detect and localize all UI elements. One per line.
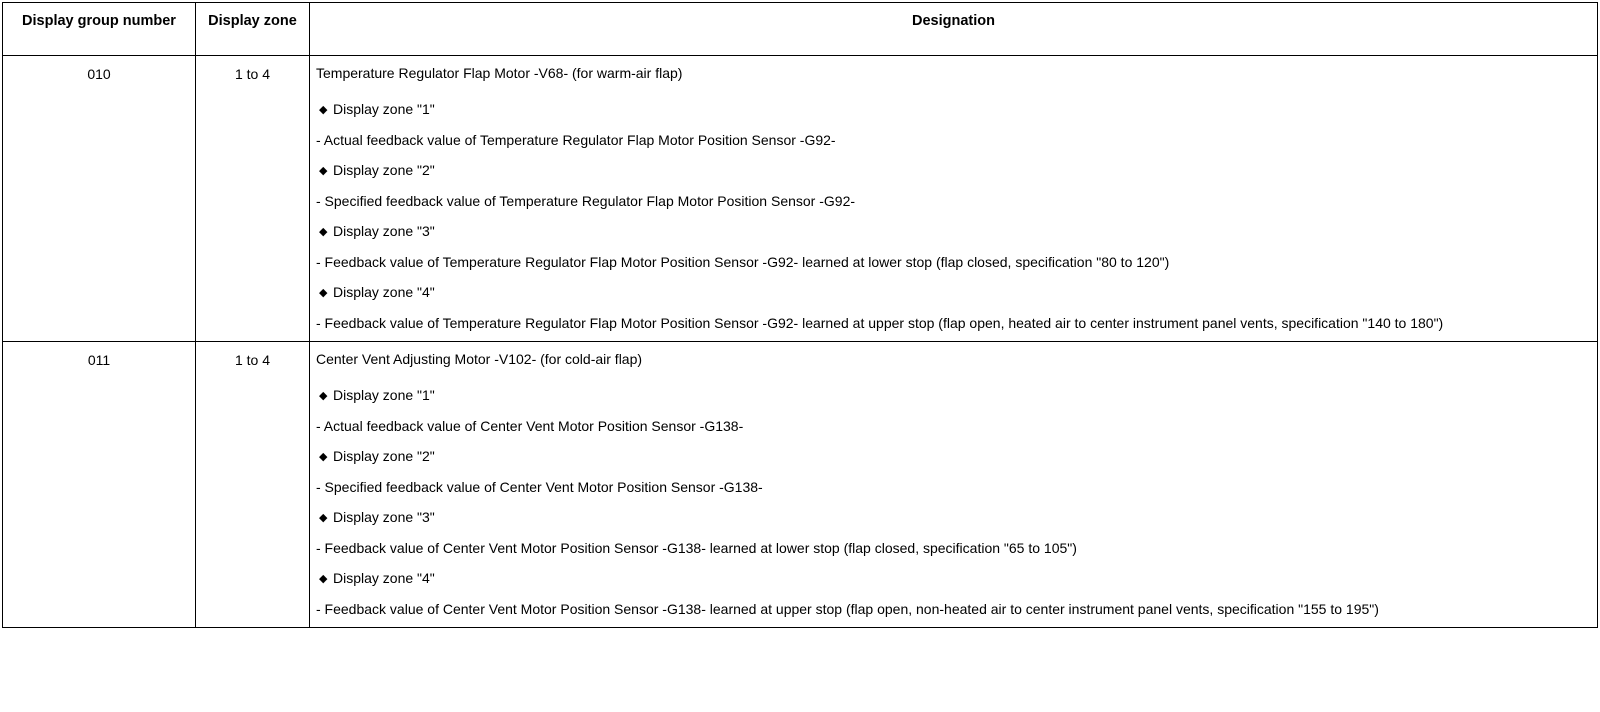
header-display-zone: Display zone <box>196 3 310 56</box>
display-zone-item <box>316 162 1585 179</box>
designation-cell <box>310 56 1598 342</box>
table-row <box>3 342 1598 628</box>
header-designation: Designation <box>310 3 1598 56</box>
diamond-bullet-icon: ◆ <box>319 512 328 524</box>
designation-cell <box>310 342 1598 628</box>
display-zone-item <box>316 570 1585 587</box>
diamond-bullet-icon: ◆ <box>319 451 328 463</box>
display-zone-cell: 1 to 4 <box>196 56 310 342</box>
display-zone-label: Display zone "2" <box>333 448 435 464</box>
header-row <box>3 3 1598 56</box>
display-group-number-cell: 010 <box>3 56 196 342</box>
display-group-table <box>2 2 1598 628</box>
component-title: Temperature Regulator Flap Motor -V68- (for warm-air flap) <box>316 65 683 81</box>
display-zone-label: Display zone "3" <box>333 509 435 525</box>
display-zone-item <box>316 387 1585 404</box>
diamond-bullet-icon: ◆ <box>319 104 328 116</box>
feedback-description: - Actual feedback value of Temperature Regulator Flap Motor Position Sensor -G92- <box>316 132 836 148</box>
display-zone-item <box>316 448 1585 465</box>
feedback-description: - Specified feedback value of Center Vent Motor Position Sensor -G138- <box>316 479 763 495</box>
feedback-description: - Feedback value of Temperature Regulator Flap Motor Position Sensor -G92- learned at upper stop (flap open, heated air to center instrument panel vents, specification "140 to 180") <box>316 315 1444 331</box>
diamond-bullet-icon: ◆ <box>319 390 328 402</box>
diamond-bullet-icon: ◆ <box>319 573 328 585</box>
display-zone-label: Display zone "4" <box>333 570 435 586</box>
diamond-bullet-icon: ◆ <box>319 287 328 299</box>
header-display-group-number: Display group number <box>3 3 196 56</box>
diamond-bullet-icon: ◆ <box>319 165 328 177</box>
display-group-number-cell: 011 <box>3 342 196 628</box>
display-zone-item <box>316 101 1585 118</box>
table-row <box>3 56 1598 342</box>
display-zone-item <box>316 284 1585 301</box>
display-zone-label: Display zone "1" <box>333 101 435 117</box>
display-zone-label: Display zone "1" <box>333 387 435 403</box>
feedback-description: - Specified feedback value of Temperature Regulator Flap Motor Position Sensor -G92- <box>316 193 856 209</box>
display-zone-item <box>316 223 1585 240</box>
component-title: Center Vent Adjusting Motor -V102- (for cold-air flap) <box>316 351 643 367</box>
feedback-description: - Feedback value of Center Vent Motor Position Sensor -G138- learned at upper stop (flap open, non-heated air to center instrument panel vents, specification "155 to 195") <box>316 601 1379 617</box>
display-zone-label: Display zone "2" <box>333 162 435 178</box>
display-zone-label: Display zone "4" <box>333 284 435 300</box>
diamond-bullet-icon: ◆ <box>319 226 328 238</box>
feedback-description: - Feedback value of Temperature Regulator Flap Motor Position Sensor -G92- learned at lower stop (flap closed, specification "80 to 120") <box>316 254 1170 270</box>
display-zone-label: Display zone "3" <box>333 223 435 239</box>
display-zone-item <box>316 509 1585 526</box>
display-zone-cell: 1 to 4 <box>196 342 310 628</box>
feedback-description: - Actual feedback value of Center Vent Motor Position Sensor -G138- <box>316 418 744 434</box>
feedback-description: - Feedback value of Center Vent Motor Position Sensor -G138- learned at lower stop (flap closed, specification "65 to 105") <box>316 540 1077 556</box>
